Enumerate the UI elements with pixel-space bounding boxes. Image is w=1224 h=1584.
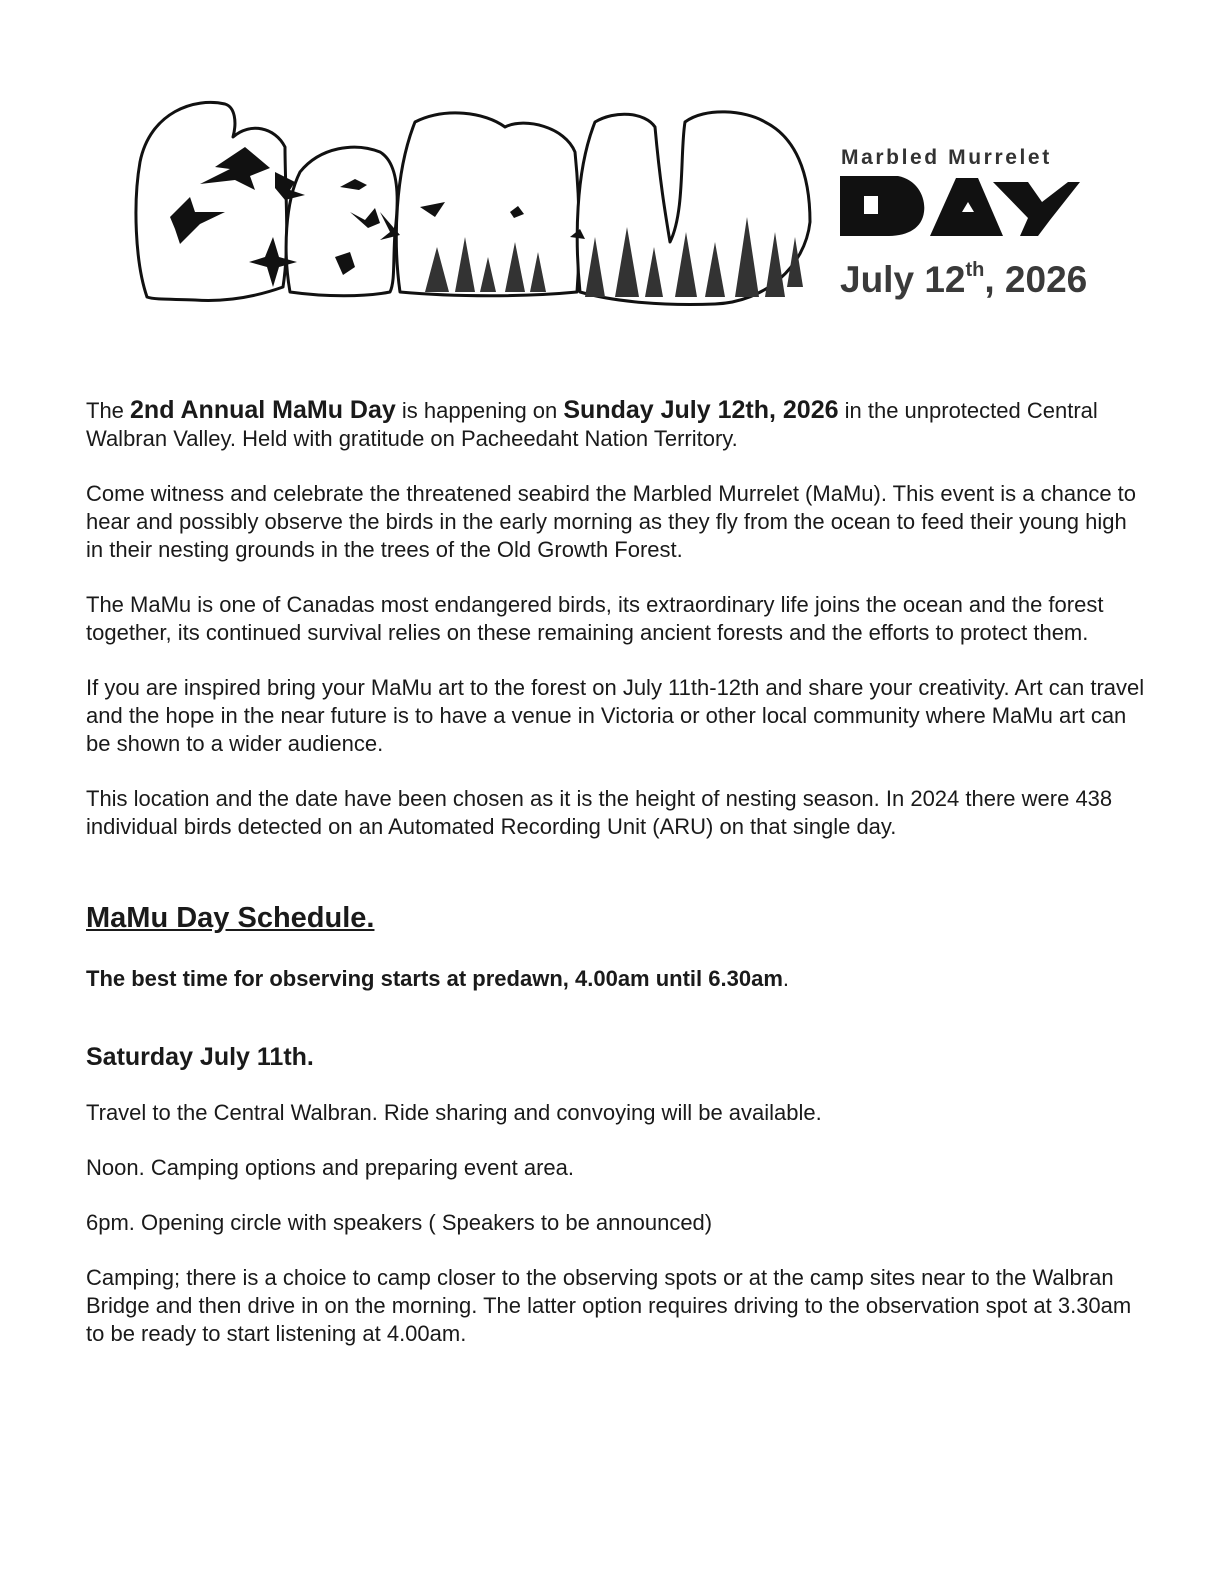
event-date: Sunday July 12th, 2026 (563, 396, 839, 424)
schedule-item-noon: Noon. Camping options and preparing event area. (86, 1155, 574, 1180)
saturday-heading: Saturday July 11th. (86, 1043, 314, 1071)
day-wordmark (838, 170, 1083, 240)
event-name: 2nd Annual MaMu Day (130, 396, 396, 424)
page-header (0, 0, 1224, 340)
intro-paragraph-2: Come witness and celebrate the threatened seabird the Marbled Murrelet (MaMu). This event is a chance to hear and possibly observe the birds in the early morning as they fly from the ocean to feed their young high in their nesting grounds in the trees of the Old Growth Forest. (86, 481, 1137, 562)
intro-paragraph-3: The MaMu is one of Canadas most endangered birds, its extraordinary life joins the ocean and the forest together, its continued survival relies on these remaining ancient forests and the efforts to protect them. (86, 592, 1104, 645)
header-date: July 12th, 2026 (840, 258, 1088, 300)
schedule-item-camping: Camping; there is a choice to camp closer to the observing spots or at the camp sites near to the Walbran Bridge and then drive in on the morning. The latter option requires driving to the observation spot at 3.30am to be ready to start listening at 4.00am. (86, 1265, 1132, 1346)
intro-paragraph-1: The 2nd Annual MaMu Day is happening on Sunday July 12th, 2026 in the unprotected Central Walbran Valley. Held with gratitude on Pacheedaht Nation Territory. (86, 396, 1098, 451)
schedule-item-travel: Travel to the Central Walbran. Ride sharing and convoying will be available. (86, 1100, 822, 1125)
logo-subtitle: Marbled Murrelet (841, 146, 1052, 169)
intro-paragraph-5: This location and the date have been chosen as it is the height of nesting season. In 2024 there were 438 individual birds detected on an Automated Recording Unit (ARU) on that single day. (86, 786, 1113, 839)
schedule-heading: MaMu Day Schedule. (86, 902, 375, 934)
mamu-logo (125, 92, 825, 312)
schedule-item-6pm: 6pm. Opening circle with speakers ( Speakers to be announced) (86, 1210, 713, 1235)
best-time-note: The best time for observing starts at predawn, 4.00am until 6.30am. (86, 966, 790, 991)
intro-paragraph-4: If you are inspired bring your MaMu art to the forest on July 11th-12th and share your creativity. Art can travel and the hope in the near future is to have a venue in Victoria or other local community where MaMu art can be shown to a wider audience. (86, 675, 1145, 756)
document-body (86, 396, 1146, 1375)
